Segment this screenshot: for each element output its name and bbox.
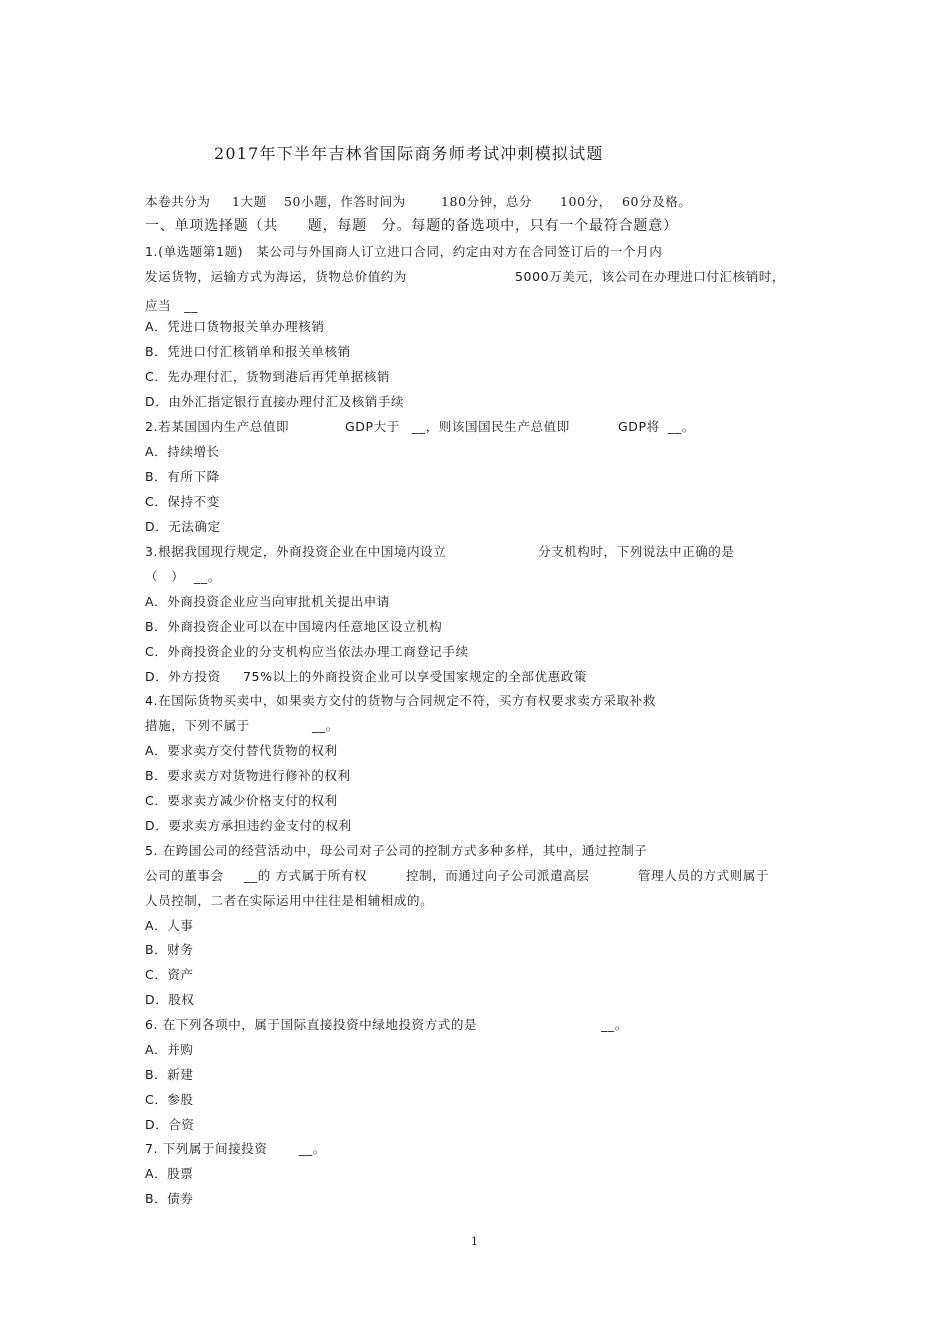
exam-info-part: 1大题: [232, 194, 267, 209]
question-text: 发运货物，运输方式为海运，货物总价值约为: [145, 269, 408, 284]
question-text: 公司的董事会: [145, 868, 224, 883]
option-a: A．股票: [145, 1166, 194, 1181]
question-text: 3.根据我国现行规定，外商投资企业在中国境内设立: [145, 544, 447, 559]
question-text: GDP将: [618, 419, 660, 434]
option-c: C．先办理付汇，货物到港后再凭单据核销: [145, 369, 391, 384]
exam-info-part: 本卷共分为: [145, 194, 211, 209]
option-b: B．要求卖方对货物进行修补的权利: [145, 768, 351, 783]
document-title: 2017年下半年吉林省国际商务师考试冲刺模拟试题: [214, 144, 604, 163]
question-text: 6. 在下列各项中，属于国际直接投资中绿地投资方式的是: [145, 1017, 478, 1032]
question-text: 控制，而通过向子公司派遣高层: [406, 868, 590, 883]
exam-info-part: 60分及格。: [622, 194, 692, 209]
option-d: D．合资: [145, 1117, 195, 1132]
exam-info-part: 100分，: [560, 194, 612, 209]
option-a: A．外商投资企业应当向审批机关提出申请: [145, 594, 390, 609]
option-c: C．要求卖方减少价格支付的权利: [145, 793, 338, 808]
option-a: A．凭进口货物报关单办理核销: [145, 319, 325, 334]
option-d: D．外方投资: [145, 669, 221, 684]
question-text: __。: [668, 419, 695, 434]
option-d: D．无法确定: [145, 519, 221, 534]
option-d: D．要求卖方承担违约金支付的权利: [145, 818, 352, 833]
question-text: __。: [312, 718, 339, 733]
question-text: __，则该国国民生产总值即: [412, 419, 570, 434]
option-d: D．由外汇指定银行直接办理付汇及核销手续: [145, 394, 405, 409]
option-b: B．凭进口付汇核销单和报关单核销: [145, 344, 351, 359]
question-text: 7. 下列属于间接投资: [145, 1141, 268, 1156]
option-a: A．持续增长: [145, 444, 220, 459]
question-text: 4.在国际货物买卖中，如果卖方交付的货物与合同规定不符，买方有权要求卖方采取补救: [145, 693, 656, 708]
option-a: A．并购: [145, 1042, 194, 1057]
question-text: 措施，下列不属于: [145, 718, 250, 733]
question-text: __的 方式属于所有权: [244, 868, 368, 883]
question-text: __。: [299, 1141, 326, 1156]
option-b: B．债券: [145, 1191, 194, 1206]
option-a: A．人事: [145, 918, 194, 933]
option-c: C．参股: [145, 1092, 194, 1107]
question-text: 2.若某国国内生产总值即: [145, 419, 290, 434]
exam-info-part: 180分钟，总分: [441, 194, 533, 209]
question-text: （ ）: [145, 569, 185, 584]
section-heading: 一、单项选择题（共 题，每题 分。每题的备选项中，只有一个最符合题意）: [145, 218, 678, 234]
question-text: 管理人员的方式则属于: [638, 868, 770, 883]
question-text: __。: [194, 569, 221, 584]
option-a: A．要求卖方交付替代货物的权利: [145, 743, 338, 758]
option-c: C．资产: [145, 967, 194, 982]
option-d: D．股权: [145, 992, 195, 1007]
question-text: 应当 __: [145, 298, 199, 313]
question-text: 人员控制，二者在实际运用中往往是相辅相成的。: [145, 893, 434, 908]
question-text: 分支机构时，下列说法中正确的是: [538, 544, 735, 559]
question-text: __。: [601, 1017, 628, 1032]
option-b: B．新建: [145, 1067, 194, 1082]
option-b: B．外商投资企业可以在中国境内任意地区设立机构: [145, 619, 443, 634]
option-c: C．保持不变: [145, 494, 220, 509]
question-text: 1.(单选题第1题) 某公司与外国商人订立进口合同，约定由对方在合同签订后的一个月内: [145, 244, 663, 259]
option-c: C．外商投资企业的分支机构应当依法办理工商登记手续: [145, 644, 469, 659]
option-b: B．有所下降: [145, 469, 220, 484]
page-number: 1: [471, 1235, 478, 1248]
question-text: GDP大于: [345, 419, 400, 434]
option-b: B．财务: [145, 942, 194, 957]
question-text: 5000万美元，该公司在办理进口付汇核销时，: [515, 269, 786, 284]
exam-info-part: 50小题，作答时间为: [284, 194, 406, 209]
option-d: 75%以上的外商投资企业可以享受国家规定的全部优惠政策: [243, 669, 587, 684]
question-text: 5. 在跨国公司的经营活动中，母公司对子公司的控制方式多种多样，其中，通过控制子: [145, 843, 648, 858]
